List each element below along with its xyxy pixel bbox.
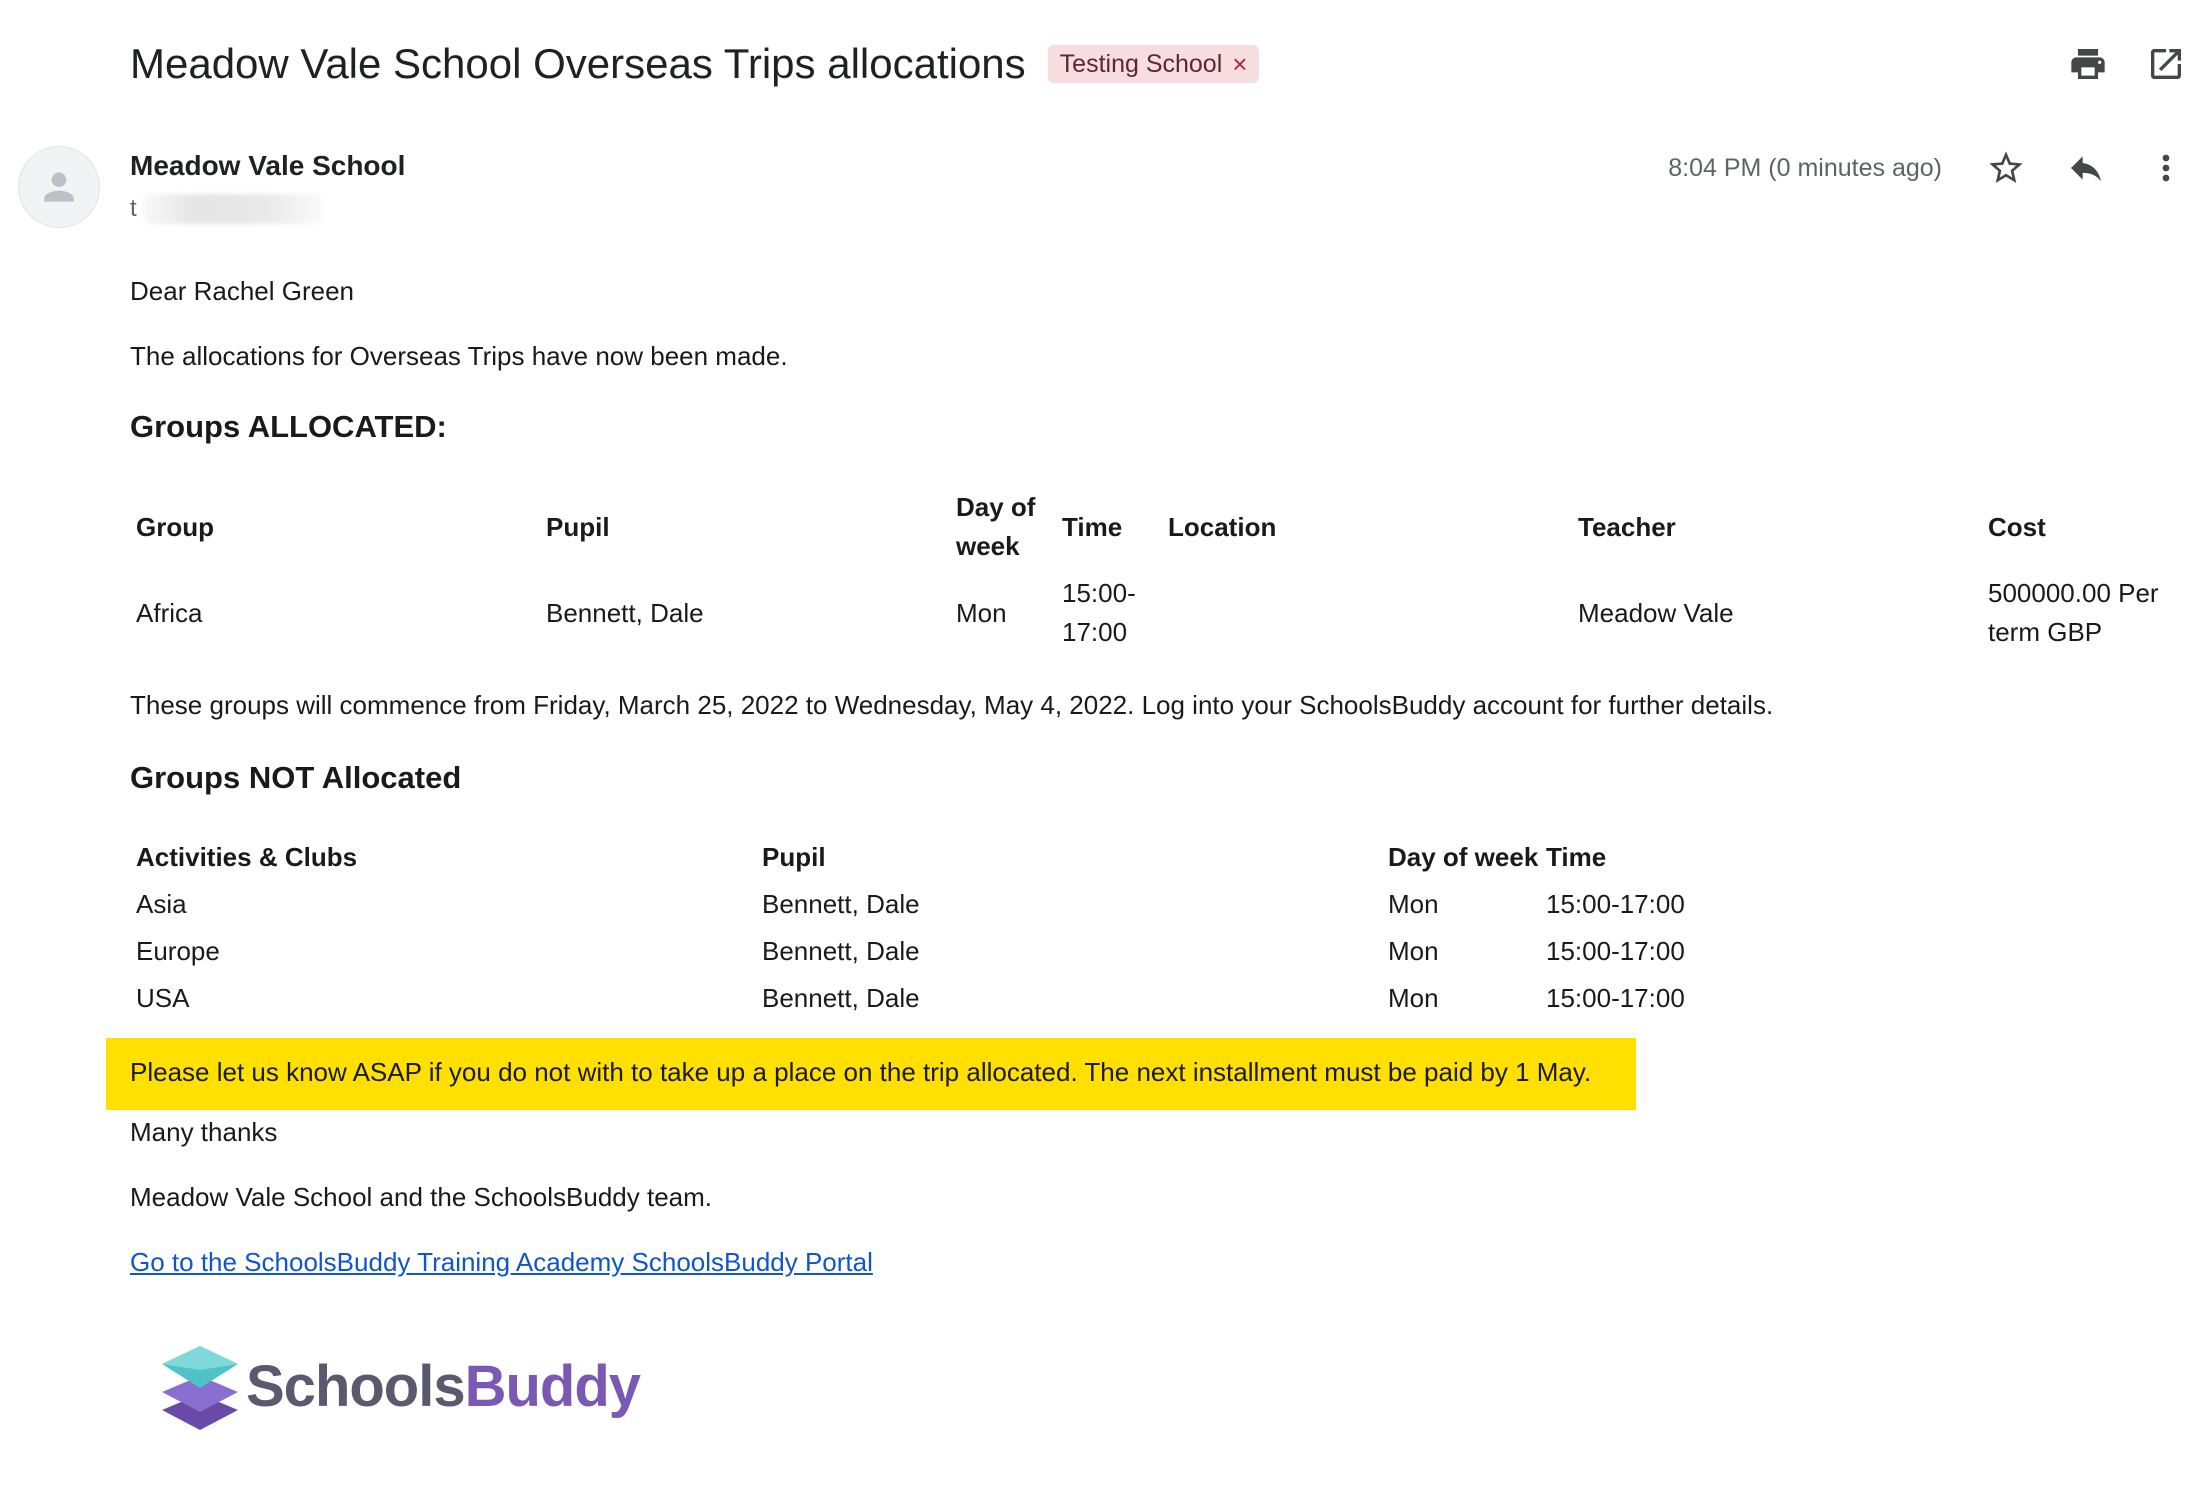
cell-time: 15:00-17:00 — [1546, 936, 1685, 966]
email-subject: Meadow Vale School Overseas Trips allocations — [130, 40, 1026, 87]
signoff-text: Meadow Vale School and the SchoolsBuddy team. — [130, 1182, 712, 1212]
cell-activity: Asia — [136, 889, 187, 919]
cell-teacher: Meadow Vale — [1578, 598, 1734, 628]
cell-time — [1062, 574, 1136, 652]
column-header-time: Time — [1546, 842, 1607, 872]
cell-day: Mon — [956, 598, 1007, 628]
schoolsbuddy-logo[interactable] — [158, 1338, 640, 1434]
blurred-recipient-address — [143, 194, 323, 224]
column-header-day-line2: week — [956, 531, 1020, 561]
highlight-notice — [106, 1038, 1636, 1110]
avatar[interactable] — [18, 146, 100, 228]
cell-day: Mon — [1388, 889, 1439, 919]
cell-time: 15:00-17:00 — [1546, 983, 1685, 1013]
portal-link[interactable]: Go to the SchoolsBuddy Training Academy SchoolsBuddy Portal — [130, 1247, 873, 1277]
cell-cost-line1: 500000.00 Per — [1988, 578, 2159, 608]
subject-row — [130, 36, 1259, 92]
not-allocated-heading: Groups NOT Allocated — [130, 760, 462, 795]
label-chip-text: Testing School — [1059, 49, 1223, 78]
person-icon — [37, 165, 81, 209]
stacked-layers-icon — [158, 1338, 242, 1434]
print-icon[interactable] — [2068, 44, 2108, 84]
cell-pupil: Bennett, Dale — [762, 983, 920, 1013]
allocated-heading: Groups ALLOCATED: — [130, 409, 447, 444]
column-header-time: Time — [1062, 512, 1123, 542]
recipient-prefix: t — [130, 195, 137, 222]
column-header-day — [956, 488, 1035, 566]
cell-day: Mon — [1388, 936, 1439, 966]
more-vert-icon[interactable] — [2146, 148, 2186, 188]
logo-wordmark — [246, 1353, 640, 1420]
star-icon[interactable] — [1986, 148, 2026, 188]
cell-time: 15:00-17:00 — [1546, 889, 1685, 919]
logo-word-schools: Schools — [246, 1353, 465, 1419]
cell-activity: Europe — [136, 936, 220, 966]
column-header-pupil: Pupil — [762, 842, 826, 872]
cell-activity: USA — [136, 983, 190, 1013]
reply-icon[interactable] — [2066, 148, 2106, 188]
allocated-table — [136, 488, 2176, 658]
cell-cost — [1988, 574, 2159, 652]
column-header-day: Day of week — [1388, 842, 1539, 872]
column-header-activity: Activities & Clubs — [136, 842, 358, 872]
column-header-cost: Cost — [1988, 512, 2046, 542]
commence-text: These groups will commence from Friday, March 25, 2022 to Wednesday, May 4, 2022. Log into your SchoolsBuddy account for further details. — [130, 690, 1774, 720]
column-header-pupil: Pupil — [546, 512, 610, 542]
column-header-group: Group — [136, 512, 214, 542]
cell-time-line2: 17:00 — [1062, 617, 1128, 647]
intro-text: The allocations for Overseas Trips have now been made. — [130, 341, 788, 371]
top-actions — [2068, 44, 2186, 84]
cell-pupil: Bennett, Dale — [546, 598, 704, 628]
close-icon[interactable]: × — [1232, 49, 1248, 79]
message-actions — [1668, 148, 2186, 188]
cell-day: Mon — [1388, 983, 1439, 1013]
timestamp: 8:04 PM (0 minutes ago) — [1668, 153, 1942, 182]
open-in-new-icon[interactable] — [2146, 44, 2186, 84]
column-header-teacher: Teacher — [1578, 512, 1676, 542]
sender-name[interactable]: Meadow Vale School — [130, 150, 406, 181]
cell-pupil: Bennett, Dale — [762, 889, 920, 919]
recipient-line[interactable] — [130, 194, 323, 224]
thanks-text: Many thanks — [130, 1117, 278, 1147]
cell-pupil: Bennett, Dale — [762, 936, 920, 966]
not-allocated-table — [136, 838, 1736, 1018]
logo-word-buddy: Buddy — [464, 1353, 641, 1419]
label-chip[interactable] — [1048, 45, 1260, 83]
cell-time-line1: 15:00- — [1062, 578, 1136, 608]
highlight-notice-text: Please let us know ASAP if you do not with to take up a place on the trip allocated. The next installment must be paid by 1 May. — [130, 1057, 1592, 1087]
cell-cost-line2: term GBP — [1988, 617, 2103, 647]
column-header-day-line1: Day of — [956, 492, 1036, 522]
cell-group: Africa — [136, 598, 203, 628]
greeting: Dear Rachel Green — [130, 276, 354, 306]
column-header-location: Location — [1168, 512, 1277, 542]
